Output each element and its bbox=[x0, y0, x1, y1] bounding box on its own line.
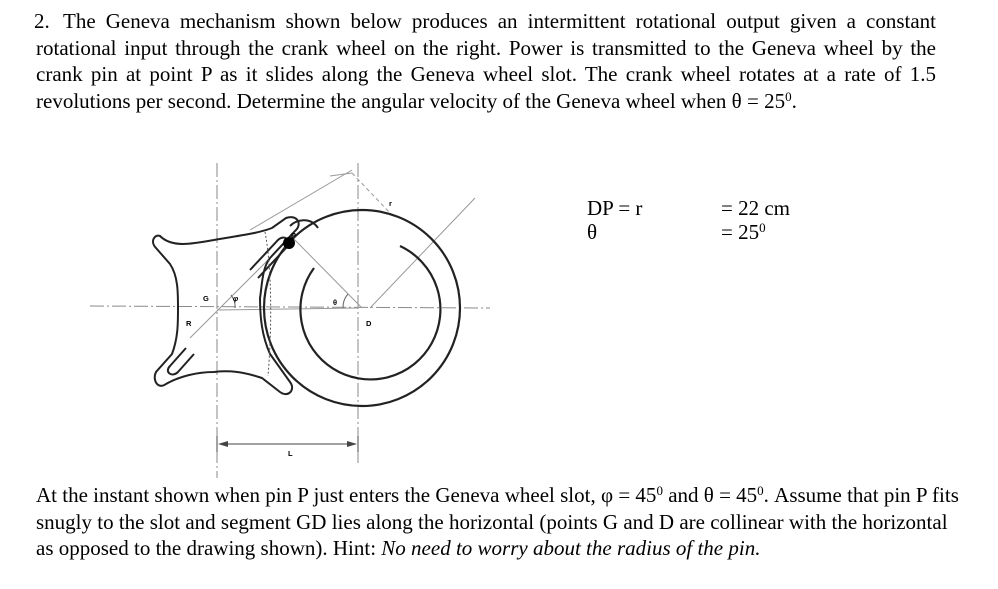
gd-line bbox=[217, 308, 358, 310]
instant-statement: At the instant shown when pin P just enters the Geneva wheel slot, $\varphi = 45^0$ and $\theta = 45^0$. Assume that pin P fits snugly to the slot and segment GD lies along the horizontal (points G and D are collinear with the horizontal as opposed to the drawing shown). Hint: No need to worry about the radius of the pin. bbox=[36, 483, 959, 560]
label-p: P bbox=[291, 231, 297, 240]
problem-text: The Geneva mechanism shown below produces an intermittent rotational output given a constant rotational input through the crank wheel on the right. Power is transmitted to the Geneva wheel by the crank pin at point P as it slides along the Geneva wheel slot. The crank wheel rotates at a rate of 1.5 revolutions per second. Determine the angular velocity of the Geneva wheel when θ = 25 bbox=[36, 9, 936, 113]
geneva-wheel bbox=[153, 217, 299, 394]
radius-r-line-2 bbox=[330, 173, 352, 176]
given-label-dp: DP = r bbox=[587, 196, 643, 220]
instant-text-1: At the instant shown when pin P just enters the Geneva wheel slot, φ = 45 bbox=[36, 483, 657, 507]
label-phi: φ bbox=[233, 294, 239, 303]
given-values bbox=[721, 196, 790, 244]
label-theta: θ bbox=[333, 298, 338, 307]
problem-degree: 0 bbox=[785, 88, 792, 104]
problem-number: 2. bbox=[34, 9, 50, 33]
geneva-mechanism-figure bbox=[90, 158, 500, 480]
hint-text: No need to worry about the radius of the pin. bbox=[381, 536, 761, 560]
label-r: r bbox=[389, 199, 392, 208]
label-big-r: R bbox=[186, 319, 192, 328]
instant-text-2: and θ = 45 bbox=[662, 483, 758, 507]
problem-period: . bbox=[791, 88, 797, 113]
given-labels bbox=[587, 196, 642, 244]
given-value-theta: = $25^0$ bbox=[721, 220, 766, 244]
dimension-l-arrow-left bbox=[218, 441, 228, 447]
problem-statement bbox=[36, 8, 936, 114]
crank-wheel-inner bbox=[300, 246, 440, 379]
given-label-theta: θ bbox=[587, 220, 598, 244]
label-d: D bbox=[366, 319, 372, 328]
given-value-dp: = 22 cm bbox=[721, 196, 790, 220]
crank-arm bbox=[290, 220, 318, 228]
label-l: L bbox=[288, 449, 293, 458]
instant-text-3: . Assume that pin P fits snugly to the slot and segment GD lies along the horizontal (points G and D are collinear with the horizontal as opposed to the drawing shown). Hint: bbox=[36, 483, 959, 560]
theta-arc bbox=[343, 294, 348, 308]
label-g: G bbox=[203, 294, 209, 303]
horizontal-centerline bbox=[90, 306, 490, 308]
dimension-l-arrow-right bbox=[347, 441, 357, 447]
